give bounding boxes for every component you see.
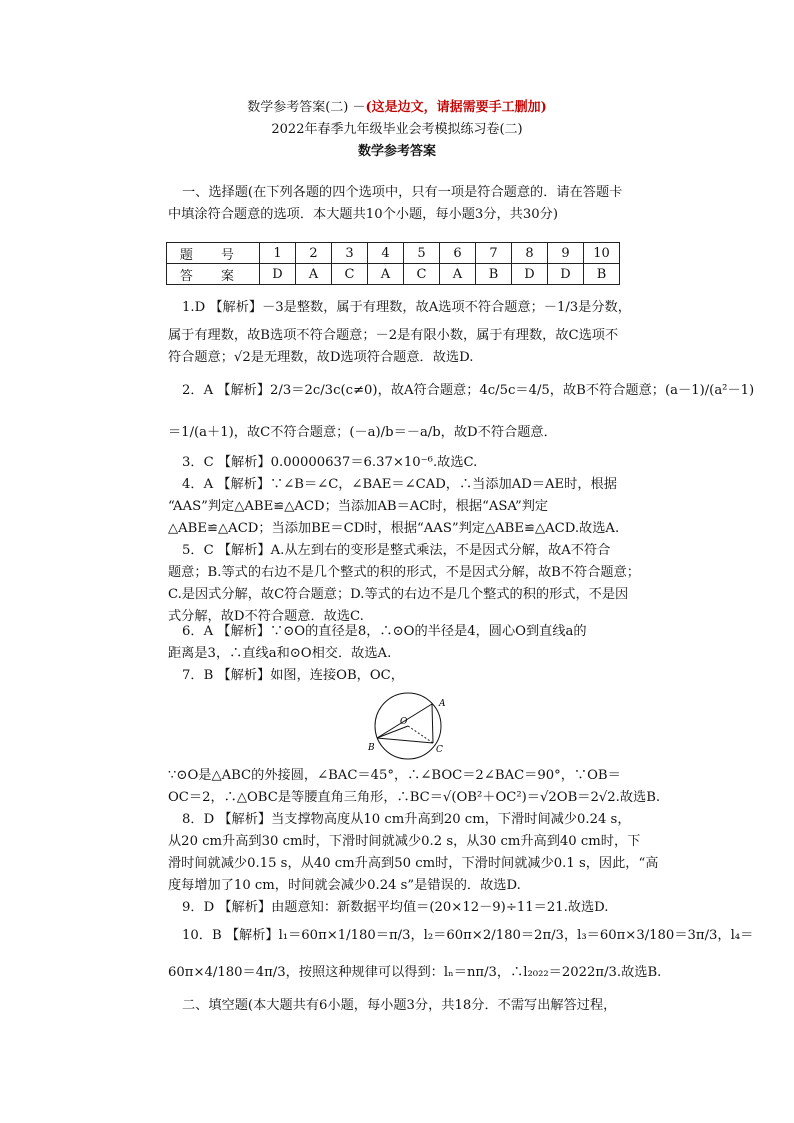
solution-line: 2．A 【解析】2/3＝2c/3c(c≠0)，故A符合题意；4c/5c＝4/5，故B不符合题意；(a－1)/(a²－1) <box>182 383 755 398</box>
section1-intro-1: 一、选择题(在下列各题的四个选项中，只有一项是符合题意的．请在答题卡 <box>182 185 623 200</box>
exam-title: 2022年春季九年级毕业会考模拟练习卷(二) <box>271 122 523 137</box>
solution-line: 题意；B.等式的右边不是几个整式的积的形式，不是因式分解，故B不符合题意； <box>168 565 640 580</box>
number-cell: 3 <box>332 243 368 264</box>
number-cell: 8 <box>512 243 548 264</box>
answer-table <box>166 242 620 285</box>
number-cell: 9 <box>548 243 584 264</box>
answer-cell: C <box>332 264 368 285</box>
number-cell: 2 <box>296 243 332 264</box>
answer-cell: B <box>476 264 512 285</box>
number-cell: 4 <box>368 243 404 264</box>
segment-bc <box>377 738 433 743</box>
solution-line: 4．A 【解析】∵∠B＝∠C，∠BAE＝∠CAD，∴当添加AD＝AE时，根据 <box>182 477 617 492</box>
answer-cell: D <box>260 264 296 285</box>
answer-key-title: 数学参考答案 <box>357 144 436 159</box>
number-cell: 7 <box>476 243 512 264</box>
row-label-answer: 答 案 <box>167 264 260 285</box>
solution-line: 10．B 【解析】l₁＝60π×1/180＝π/3，l₂＝60π×2/180＝2π/3，l₃＝60π×3/180＝3π/3，l₄＝ <box>182 928 754 943</box>
answer-cell: C <box>404 264 440 285</box>
answer-cell: D <box>512 264 548 285</box>
number-cell: 10 <box>584 243 620 264</box>
section1-intro-2: 中填涂符合题意的选项．本大题共10个小题，每小题3分，共30分) <box>168 207 558 222</box>
solution-line: 6．A 【解析】∵⊙O的直径是8，∴⊙O的半径是4，圆心O到直线a的 <box>182 624 587 639</box>
solution-line: OC＝2，∴△OBC是等腰直角三角形，∴BC＝√(OB²＋OC²)＝√2OB＝2√2.故选B. <box>168 790 661 805</box>
section2-intro: 二、填空题(本大题共有6小题，每小题3分，共18分．不需写出解答过程， <box>182 998 617 1013</box>
header-title <box>0 96 794 115</box>
label-a: A <box>439 699 446 709</box>
solution-line: 1.D 【解析】－3是整数，属于有理数，故A选项不符合题意；－1/3是分数， <box>182 300 631 315</box>
solution-line: 9．D 【解析】由题意知：新数据平均值＝(20×12－9)÷11＝21.故选D. <box>182 900 609 915</box>
solution-line: 属于有理数，故B选项不符合题意；－2是有限小数，属于有理数，故C选项不 <box>168 328 619 343</box>
segment-ac <box>432 704 433 743</box>
answer-cell: D <box>548 264 584 285</box>
answer-cell: A <box>440 264 476 285</box>
label-o: O <box>400 717 408 727</box>
answer-cell: B <box>584 264 620 285</box>
solution-line: 度每增加了10 cm，时间就会减少0.24 s”是错误的．故选D. <box>168 878 521 893</box>
header-edge-note: (这是边文，请据需要手工删加) <box>365 100 547 115</box>
answer-cell: A <box>368 264 404 285</box>
number-cell: 1 <box>260 243 296 264</box>
solution-line: ∵⊙O是△ABC的外接圆，∠BAC＝45°，∴∠BOC＝2∠BAC＝90°，∵OB＝ <box>168 768 621 783</box>
solution-line: 7．B 【解析】如图，连接OB，OC， <box>182 668 404 683</box>
answer-table-answer-row <box>167 264 620 285</box>
solution-line: C.是因式分解，故C符合题意；D.等式的右边不是几个整式的积的形式，不是因 <box>168 587 629 602</box>
solution-line: 滑时间就减少0.15 s，从40 cm升高到50 cm时，下滑时间就减少0.1 s，因此，“高 <box>168 856 659 871</box>
solution-line: ＝1/(a＋1)，故C不符合题意；(－a)/b＝－a/b，故D不符合题意． <box>168 425 557 440</box>
solution-line: 从20 cm升高到30 cm时，下滑时间就减少0.2 s，从30 cm升高到40 cm时，下 <box>168 834 641 849</box>
segment-ob <box>377 726 408 738</box>
answer-table-number-row <box>167 243 620 264</box>
solution-line: “AAS”判定△ABE≌△ACD；当添加AB＝AC时，根据“ASA”判定 <box>168 499 549 514</box>
answer-cell: A <box>296 264 332 285</box>
number-cell: 5 <box>404 243 440 264</box>
solution-line: 距离是3，∴直线a和⊙O相交．故选A. <box>168 646 392 661</box>
number-cell: 6 <box>440 243 476 264</box>
solution-line: 符合题意；√2是无理数，故D选项符合题意．故选D. <box>168 350 474 365</box>
circle-figure <box>366 690 456 760</box>
solution-line: 3．C 【解析】0.00000637＝6.37×10⁻⁶.故选C. <box>182 455 478 470</box>
segment-oc <box>408 726 433 743</box>
solution-line: 60π×4/180＝4π/3，按照这种规律可以得到：lₙ＝nπ/3，∴l₂₀₂₂＝2022π/3.故选B. <box>168 965 662 980</box>
label-b: B <box>368 743 375 753</box>
solution-line: 式分解，故D不符合题意．故选C. <box>168 609 364 624</box>
solution-line: △ABE≌△ACD；当添加BE＝CD时，根据“AAS”判定△ABE≌△ACD.故选A. <box>168 521 620 536</box>
solution-line: 8．D 【解析】当支撑物高度从10 cm升高到20 cm，下滑时间减少0.24 s， <box>182 812 631 827</box>
row-label-number: 题 号 <box>167 243 260 264</box>
solution-line: 5．C 【解析】A.从左到右的变形是整式乘法，不是因式分解，故A不符合 <box>182 543 611 558</box>
label-c: C <box>436 745 443 755</box>
header-title-main: 数学参考答案(二) － <box>247 100 366 115</box>
